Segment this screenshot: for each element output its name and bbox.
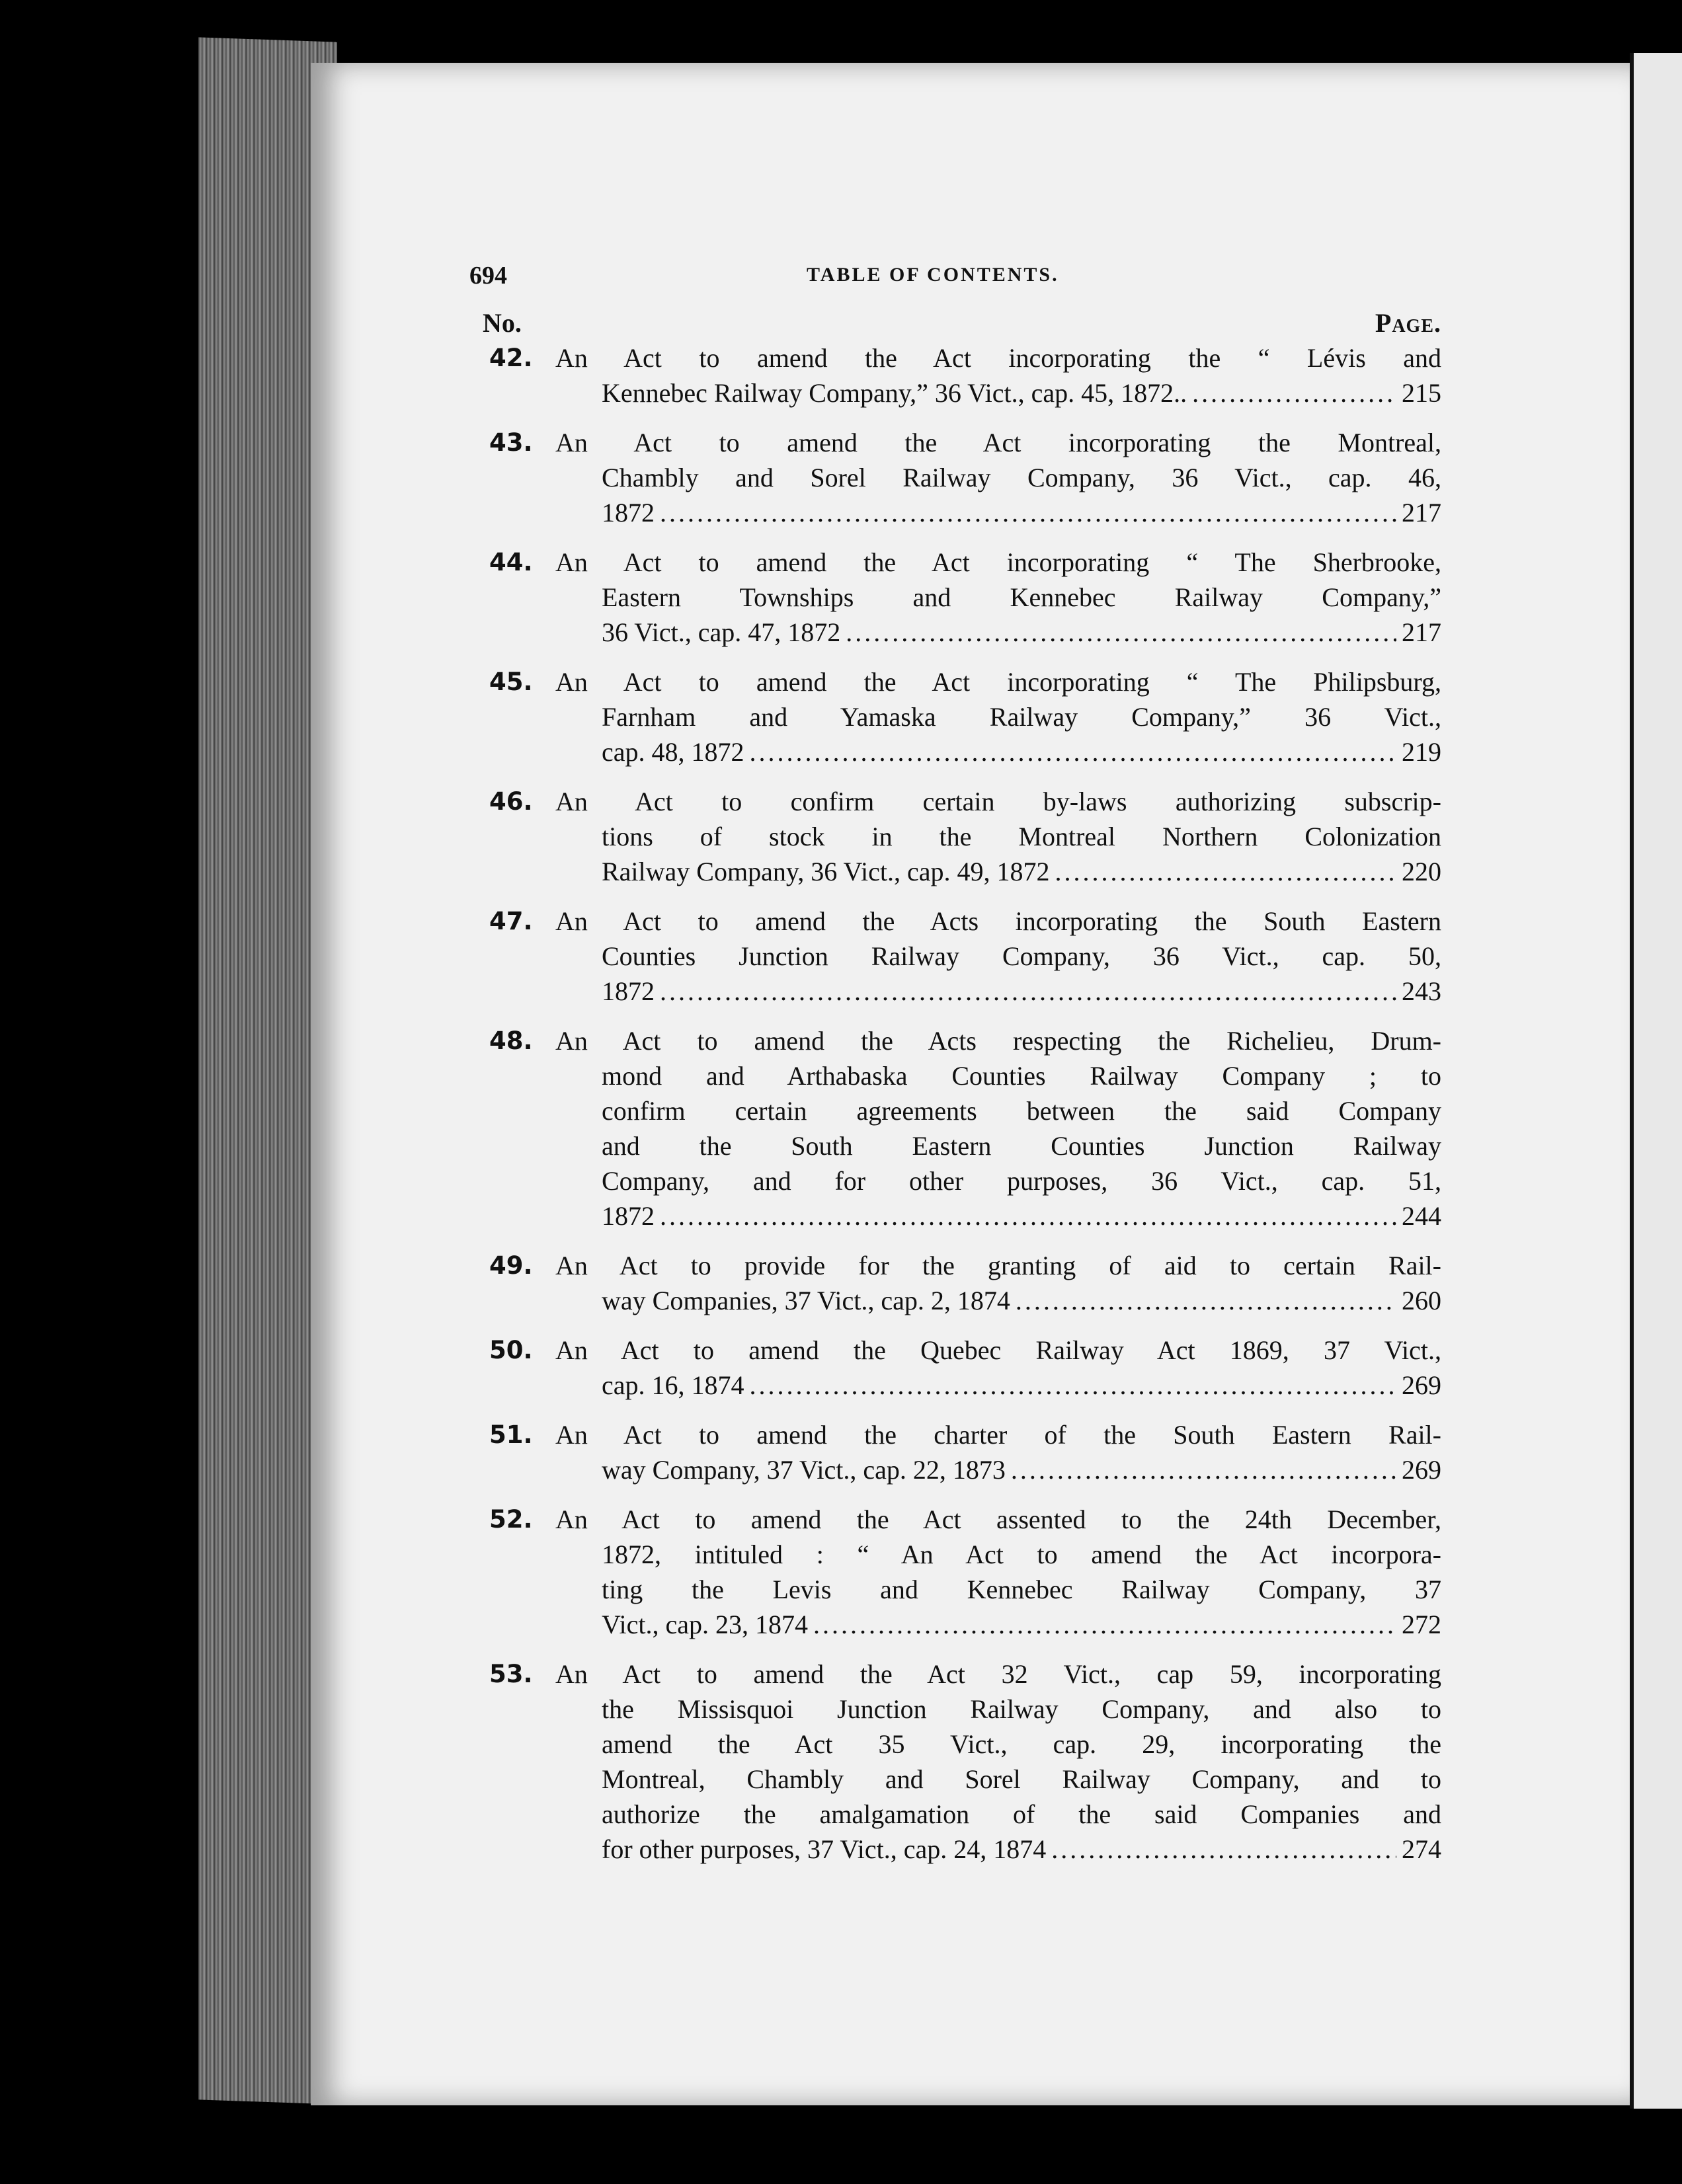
entry-number: 46. xyxy=(489,787,533,816)
entry-text-line: An Act to amend the Act incorporating “ The Philipsburg, xyxy=(555,667,1441,697)
dot-leader xyxy=(813,1607,1396,1642)
entry-text-line: An Act to amend the Act incorporating the “ Lévis and xyxy=(555,343,1441,373)
entry-number: 43. xyxy=(489,428,533,457)
entry-number: 49. xyxy=(489,1251,533,1280)
entry-text-tail: 1872 xyxy=(602,498,655,527)
entry-text-line: An Act to amend the Acts respecting the Richelieu, Drum- xyxy=(555,1026,1441,1056)
entry-text-line: confirm certain agreements between the said Company xyxy=(602,1096,1441,1126)
entry-number: 53. xyxy=(489,1660,533,1688)
entry-number: 42. xyxy=(489,344,533,372)
entry-page-number: 243 xyxy=(1402,976,1441,1006)
toc-entry xyxy=(469,664,1441,769)
dot-leader xyxy=(846,615,1396,650)
entry-final-line xyxy=(469,1607,1441,1642)
entry-final-line xyxy=(469,974,1441,1009)
entry-text-line: mond and Arthabaska Counties Railway Company ; to xyxy=(602,1061,1441,1091)
entry-page-number: 217 xyxy=(1402,617,1441,647)
entry-number: 44. xyxy=(489,548,533,576)
entry-text-tail: Vict., cap. 23, 1874 xyxy=(602,1610,808,1639)
entry-page-number: 215 xyxy=(1402,378,1441,408)
entry-text-tail: way Company, 37 Vict., cap. 22, 1873 xyxy=(602,1455,1006,1485)
entry-page-number: 269 xyxy=(1402,1370,1441,1400)
toc-entry xyxy=(469,1333,1441,1403)
entry-text-line: Eastern Townships and Kennebec Railway Company,” xyxy=(602,582,1441,612)
entry-text-line: An Act to provide for the granting of aid to certain Rail- xyxy=(555,1251,1441,1280)
entry-number: 52. xyxy=(489,1505,533,1534)
dot-leader xyxy=(660,1198,1396,1233)
entry-page-number: 272 xyxy=(1402,1610,1441,1639)
entry-text-line: Company, and for other purposes, 36 Vict., cap. 51, xyxy=(602,1166,1441,1196)
dot-leader xyxy=(1016,1283,1396,1318)
entry-text-line: and the South Eastern Counties Junction Railway xyxy=(602,1131,1441,1161)
entry-text-line: An Act to amend the Acts incorporating the South Eastern xyxy=(555,906,1441,936)
toc-entry xyxy=(469,1248,1441,1318)
dot-leader xyxy=(1051,1832,1396,1867)
toc-entry xyxy=(469,784,1441,889)
entry-text-line: tions of stock in the Montreal Northern Colonization xyxy=(602,822,1441,851)
entry-text-tail: way Companies, 37 Vict., cap. 2, 1874 xyxy=(602,1286,1010,1315)
entry-final-line xyxy=(469,1368,1441,1403)
entry-number: 47. xyxy=(489,907,533,935)
page-number: 694 xyxy=(469,262,507,290)
entry-final-line xyxy=(469,495,1441,530)
dot-leader xyxy=(660,495,1396,530)
entry-text-line: An Act to amend the Act 32 Vict., cap 59, incorporating xyxy=(555,1659,1441,1689)
entry-text-line: An Act to confirm certain by-laws authorizing subscrip- xyxy=(555,787,1441,816)
entry-page-number: 220 xyxy=(1402,857,1441,886)
entry-text-tail: 36 Vict., cap. 47, 1872 xyxy=(602,617,841,647)
toc-entry xyxy=(469,545,1441,650)
entry-text-line: An Act to amend the Quebec Railway Act 1869, 37 Vict., xyxy=(555,1335,1441,1365)
entry-text-tail: Railway Company, 36 Vict., cap. 49, 1872 xyxy=(602,857,1050,886)
entry-text-line: Counties Junction Railway Company, 36 Vict., cap. 50, xyxy=(602,941,1441,971)
entry-final-line xyxy=(469,1832,1441,1867)
entry-text-tail: Kennebec Railway Company,” 36 Vict., cap. 45, 1872.. xyxy=(602,378,1187,408)
page-title: TABLE OF CONTENTS. xyxy=(807,264,1059,286)
number-column-heading: No. xyxy=(483,308,522,338)
page-column-heading: Page. xyxy=(1375,308,1441,338)
entry-text-line: authorize the amalgamation of the said Companies and xyxy=(602,1799,1441,1829)
entry-final-line xyxy=(469,1283,1441,1318)
toc-entry xyxy=(469,1417,1441,1487)
entry-text-line: Montreal, Chambly and Sorel Railway Company, and to xyxy=(602,1764,1441,1794)
toc-entry xyxy=(469,340,1441,410)
entry-text-line: Farnham and Yamaska Railway Company,” 36 Vict., xyxy=(602,702,1441,732)
entry-page-number: 260 xyxy=(1402,1286,1441,1315)
entry-number: 51. xyxy=(489,1421,533,1449)
entry-text-line: the Missisquoi Junction Railway Company, and also to xyxy=(602,1694,1441,1724)
entry-final-line xyxy=(469,1452,1441,1487)
facing-page-edge xyxy=(1630,53,1682,2109)
toc-entry xyxy=(469,904,1441,1009)
dot-leader xyxy=(1055,854,1397,889)
entry-page-number: 244 xyxy=(1402,1201,1441,1231)
entry-final-line xyxy=(469,615,1441,650)
entry-page-number: 269 xyxy=(1402,1455,1441,1485)
entry-text-tail: cap. 48, 1872 xyxy=(602,737,744,767)
dot-leader xyxy=(660,974,1396,1009)
entry-final-line xyxy=(469,1198,1441,1233)
dot-leader xyxy=(1192,375,1396,410)
dot-leader xyxy=(750,1368,1396,1403)
entry-page-number: 219 xyxy=(1402,737,1441,767)
toc-entry xyxy=(469,1502,1441,1642)
entry-text-line: An Act to amend the Act incorporating “ The Sherbrooke, xyxy=(555,547,1441,577)
dot-leader xyxy=(750,734,1396,769)
entry-text-tail: for other purposes, 37 Vict., cap. 24, 1874 xyxy=(602,1834,1047,1864)
toc-entry xyxy=(469,1023,1441,1233)
entry-final-line xyxy=(469,375,1441,410)
entry-text-tail: 1872 xyxy=(602,1201,655,1231)
entry-text-line: An Act to amend the charter of the South Eastern Rail- xyxy=(555,1420,1441,1450)
table-of-contents xyxy=(469,254,1441,1881)
entry-page-number: 274 xyxy=(1402,1834,1441,1864)
entry-list xyxy=(469,340,1441,1867)
entry-text-line: Chambly and Sorel Railway Company, 36 Vict., cap. 46, xyxy=(602,463,1441,492)
entry-text-line: An Act to amend the Act assented to the 24th December, xyxy=(555,1504,1441,1534)
entry-number: 45. xyxy=(489,668,533,696)
entry-page-number: 217 xyxy=(1402,498,1441,527)
entry-final-line xyxy=(469,734,1441,769)
entry-text-line: amend the Act 35 Vict., cap. 29, incorporating the xyxy=(602,1729,1441,1759)
toc-entry xyxy=(469,425,1441,530)
running-head xyxy=(469,254,1441,294)
column-headings xyxy=(469,307,1441,340)
toc-entry xyxy=(469,1657,1441,1867)
entry-text-line: 1872, intituled : “ An Act to amend the Act incorpora- xyxy=(602,1540,1441,1569)
entry-final-line xyxy=(469,854,1441,889)
entry-text-line: An Act to amend the Act incorporating the Montreal, xyxy=(555,428,1441,457)
entry-text-line: ting the Levis and Kennebec Railway Company, 37 xyxy=(602,1575,1441,1604)
entry-number: 48. xyxy=(489,1027,533,1055)
entry-number: 50. xyxy=(489,1336,533,1364)
entry-text-tail: cap. 16, 1874 xyxy=(602,1370,744,1400)
dot-leader xyxy=(1011,1452,1396,1487)
entry-text-tail: 1872 xyxy=(602,976,655,1006)
